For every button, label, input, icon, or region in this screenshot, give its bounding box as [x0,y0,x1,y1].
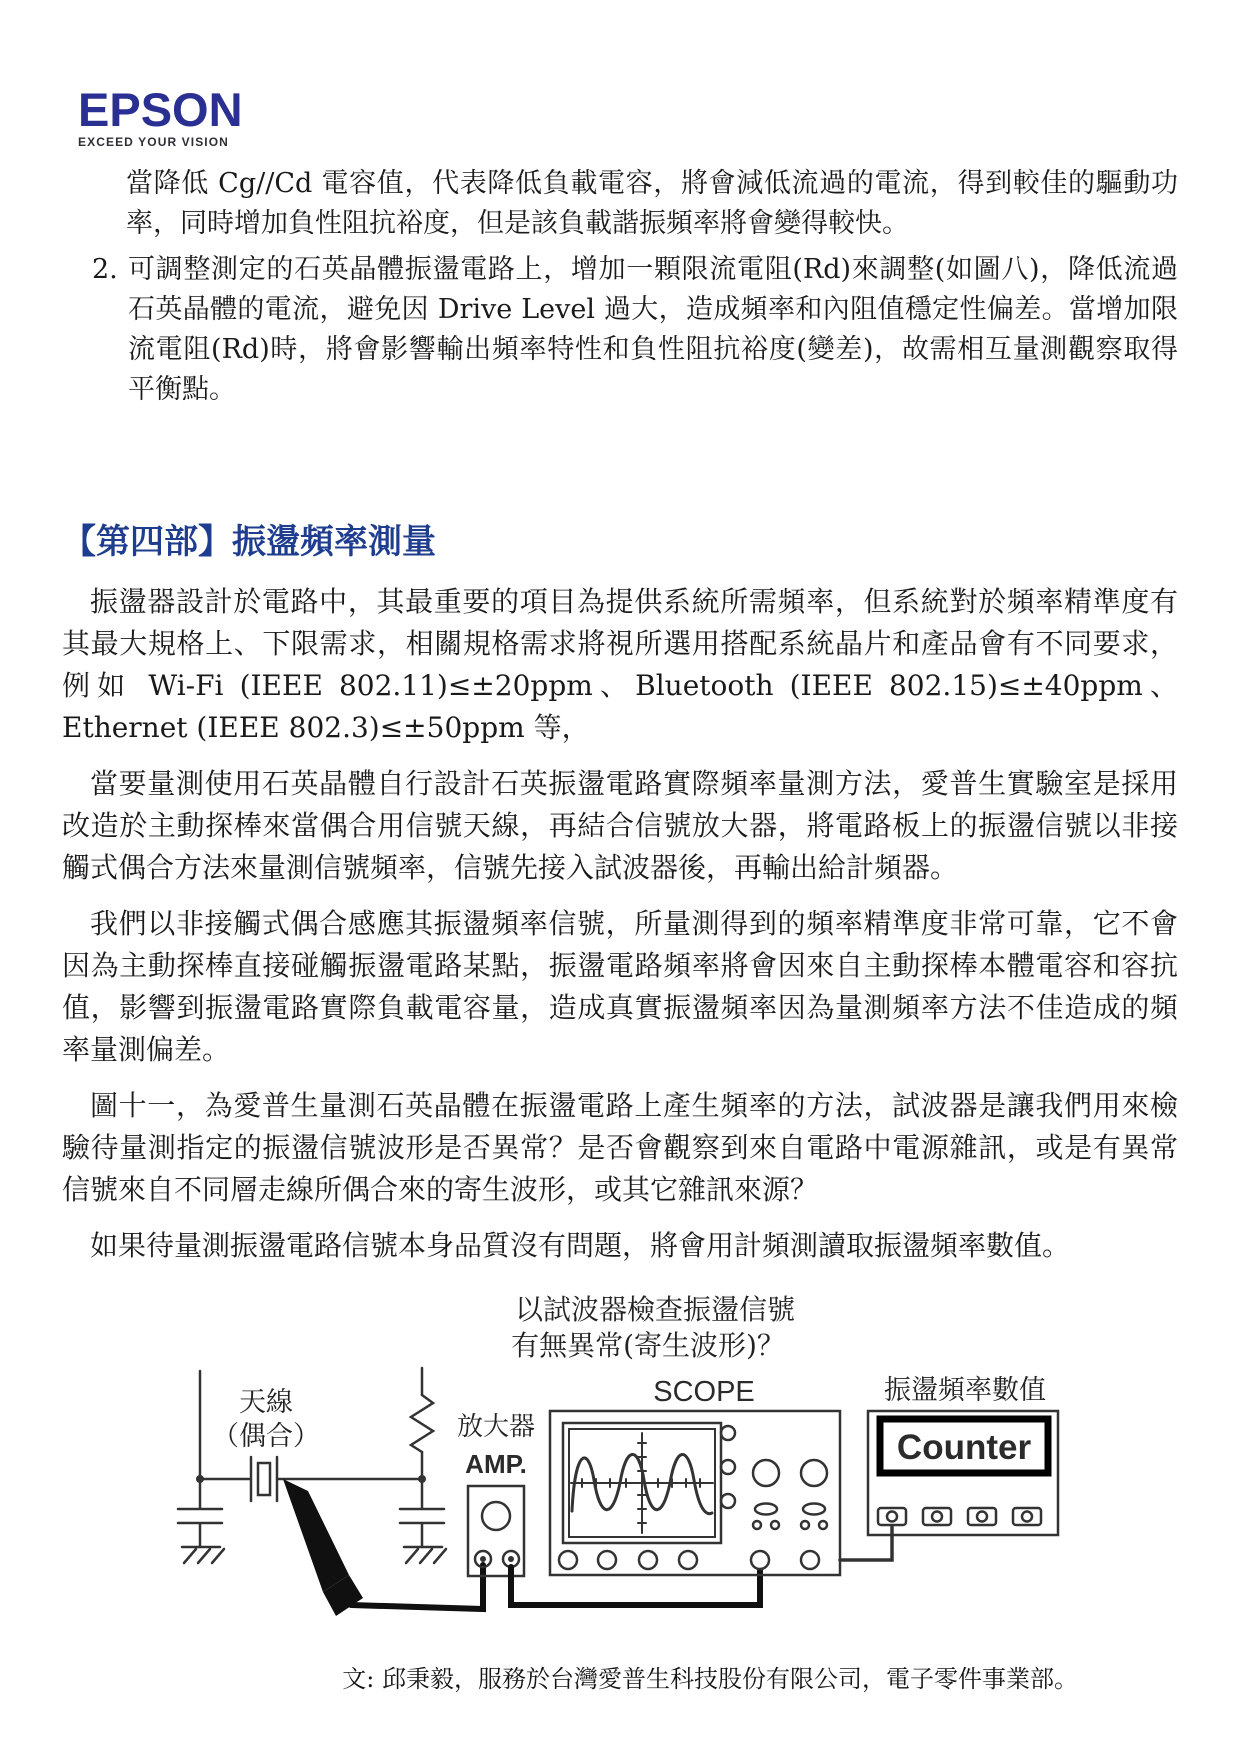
paragraph-4: 圖十一，為愛普生量測石英晶體在振盪電路上產生頻率的方法，試波器是讓我們用來檢驗待量測指定的振盪信號波形是否異常？是否會觀察到來自電路中電源雜訊，或是有異常信號來自不同層走線所偶合來的寄生波形，或其它雜訊來源？ [62,1089,1178,1206]
scope-note-line2: 有無異常(寄生波形)？ [511,1329,785,1362]
list-item-1-continuation: 當降低 Cg//Cd 電容值，代表降低負載電容，將會減低流過的電流，得到較佳的驅動功率，同時增加負性阻抗裕度，但是該負載諧振頻率將會變得較快。 [126,168,1178,239]
amplifier [457,1412,535,1576]
author-credit: 文: 邱秉毅，服務於台灣愛普生科技股份有限公司，電子零件事業部。 [342,1665,1078,1693]
antenna-label-sub: （偶合） [212,1421,320,1452]
antenna-label: 天線 [239,1387,293,1418]
paragraph-1: 振盪器設計於電路中，其最重要的項目為提供系統所需頻率，但系統對於頻率精準度有其最大規格上、下限需求，相關規格需求將視所選用搭配系統晶片和產品會有不同要求，例如 Wi-Fi (IEEE 802.11)≤±20ppm、Bluetooth (IEEE 802.15)≤±40ppm、Ethernet (IEEE 802.3)≤±50ppm 等， [62,585,1178,744]
probe-icon [283,1479,363,1616]
paragraph-3: 我們以非接觸式偶合感應其振盪頻率信號，所量測得到的頻率精準度非常可靠，它不會因為主動探棒直接碰觸振盪電路某點，振盪電路頻率將會因來自主動探棒本體電容和容抗值，影響到振盪電路實際負載電容量，造成真實振盪頻率因為量測頻率方法不佳造成的頻率量測偏差。 [62,907,1178,1066]
scope-box [550,1411,840,1575]
paragraph-2: 當要量測使用石英晶體自行設計石英振盪電路實際頻率量測方法，愛普生實驗室是採用改造於主動探棒來當偶合用信號天線，再結合信號放大器，將電路板上的振盪信號以非接觸式偶合方法來量測信號頻率，信號先接入試波器後，再輸出給計頻器。 [62,767,1178,884]
paragraph-5: 如果待量測振盪電路信號本身品質沒有問題，將會用計頻測讀取振盪頻率數值。 [90,1229,1071,1262]
epson-logo-tagline: EXCEED YOUR VISION [78,135,229,149]
capacitor-icon-left [178,1483,222,1547]
list-item-2-text: 可調整測定的石英晶體振盪電路上，增加一顆限流電阻(Rd)來調整(如圖八)，降低流過石英晶體的電流，避免因 Drive Level 過大，造成頻率和內阻值穩定性偏差。當增加限流電阻(Rd)時，將會影響輸出頻率特性和負性阻抗裕度(變差)，故需相互量測觀察取得平衡點。 [128,254,1178,405]
list-item-2 [92,250,1178,410]
counter-label: 振盪頻率數值 [884,1375,1046,1406]
amp-to-scope-cable [511,1567,760,1605]
scope-label: SCOPE [653,1376,755,1408]
scope-knobs [721,1426,827,1529]
counter-display-text: Counter [896,1428,1032,1467]
ground-icon-right [404,1547,446,1563]
capacitor-icon-right [400,1483,444,1547]
resistor-icon [411,1395,433,1452]
probe-cable [351,1565,483,1609]
amp-knob [482,1502,510,1530]
crystal-icon [251,1457,277,1501]
scope-note-line1: 以試波器檢查振盪信號 [514,1293,796,1326]
amp-abbr: AMP. [465,1449,527,1479]
numbered-list [62,164,1178,410]
scope-connectors [559,1551,819,1569]
ground-icon-left [182,1547,224,1563]
oscilloscope [550,1376,840,1575]
scope-to-counter-wire [840,1527,892,1560]
epson-logo [78,83,1178,149]
section-heading: 【第四部】振盪頻率測量 [62,522,436,562]
frequency-counter [868,1375,1058,1535]
amp-label: 放大器 [456,1412,536,1442]
figure-11-measurement-diagram [120,1283,1100,1651]
resistor-branch [400,1368,446,1563]
counter-connectors [878,1508,1041,1525]
list-item-2-number: 2. [92,254,118,285]
epson-logo-wordmark: EPSON [78,83,243,136]
antenna-branch [178,1371,420,1563]
scope-graticule [571,1433,713,1533]
